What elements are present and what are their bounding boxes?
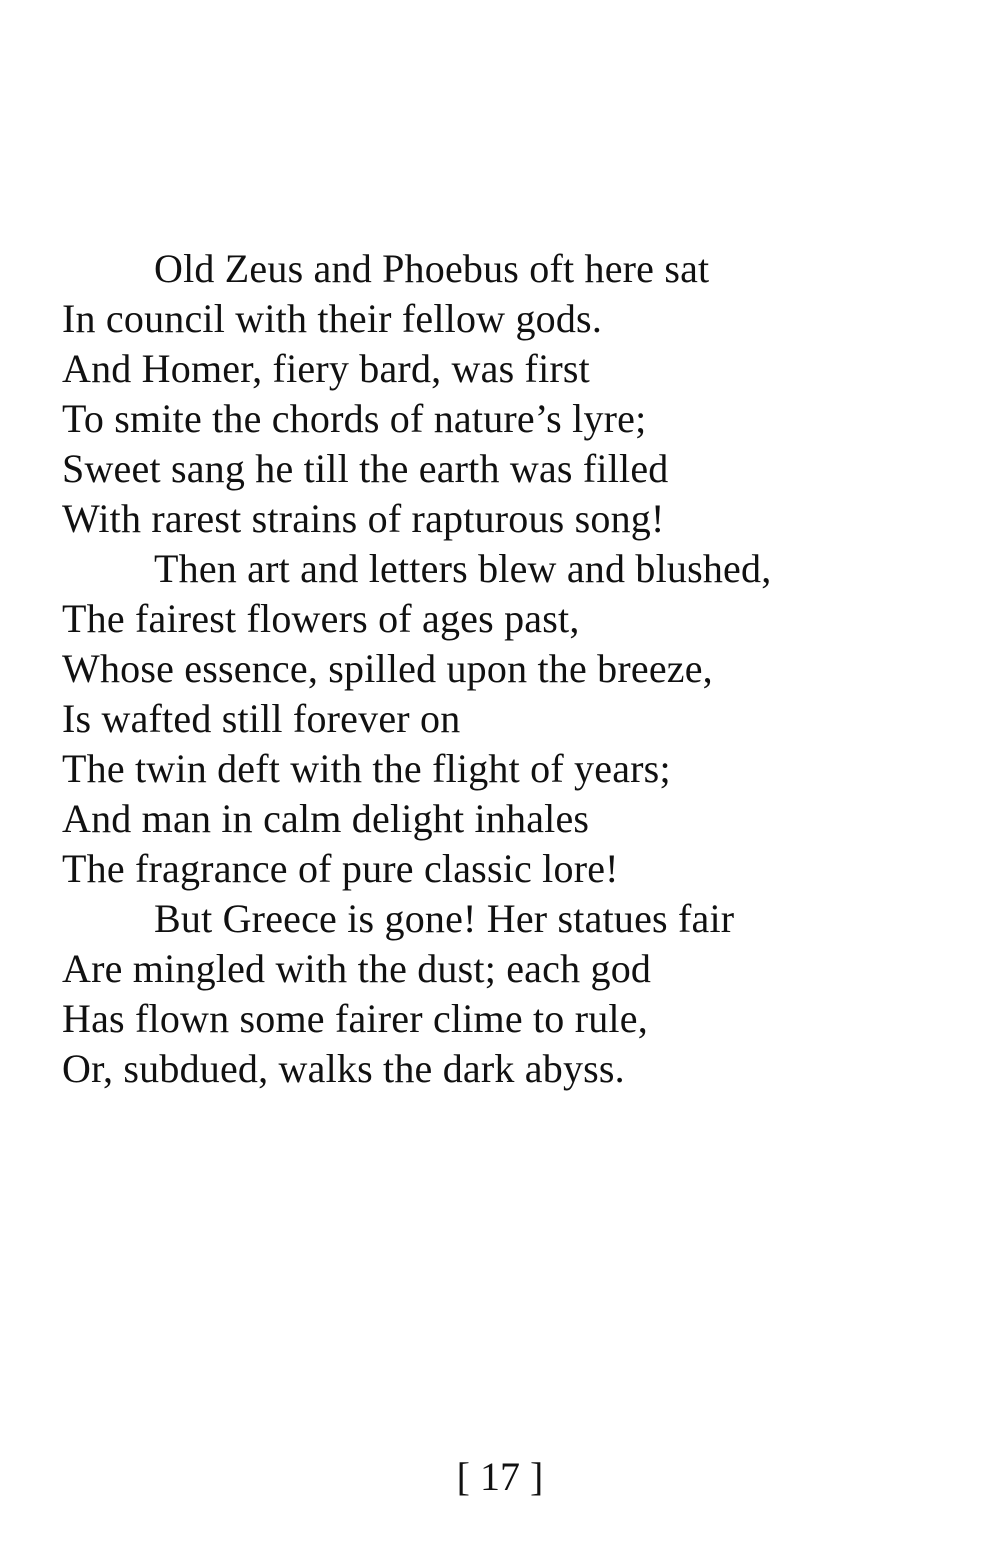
poem-line: And Homer, fiery bard, was first [62,346,590,391]
poem-line: In council with their fellow gods. [62,296,603,341]
poem-line: And man in calm delight inhales [62,796,590,841]
poem-line: With rarest strains of rapturous song! [62,496,665,541]
page-number: [ 17 ] [456,1454,544,1499]
poem-line: Sweet sang he till the earth was filled [62,446,669,491]
poem-text [62,244,962,1094]
poem-line: To smite the chords of nature’s lyre; [62,396,647,441]
poem-line: Has flown some fairer clime to rule, [62,996,648,1041]
poem-line: Then art and letters blew and blushed, [154,546,772,591]
poem-line: The fairest flowers of ages past, [62,596,580,641]
poem-line: But Greece is gone! Her statues fair [154,896,735,941]
poem-line: Old Zeus and Phoebus oft here sat [154,246,710,291]
poem-line: The twin deft with the flight of years; [62,746,671,791]
poem-line: Are mingled with the dust; each god [62,946,652,991]
poem-line: Or, subdued, walks the dark abyss. [62,1046,625,1091]
poem-line: Whose essence, spilled upon the breeze, [62,646,713,691]
poem-line: Is wafted still forever on [62,696,461,741]
poem-line: The fragrance of pure classic lore! [62,846,619,891]
